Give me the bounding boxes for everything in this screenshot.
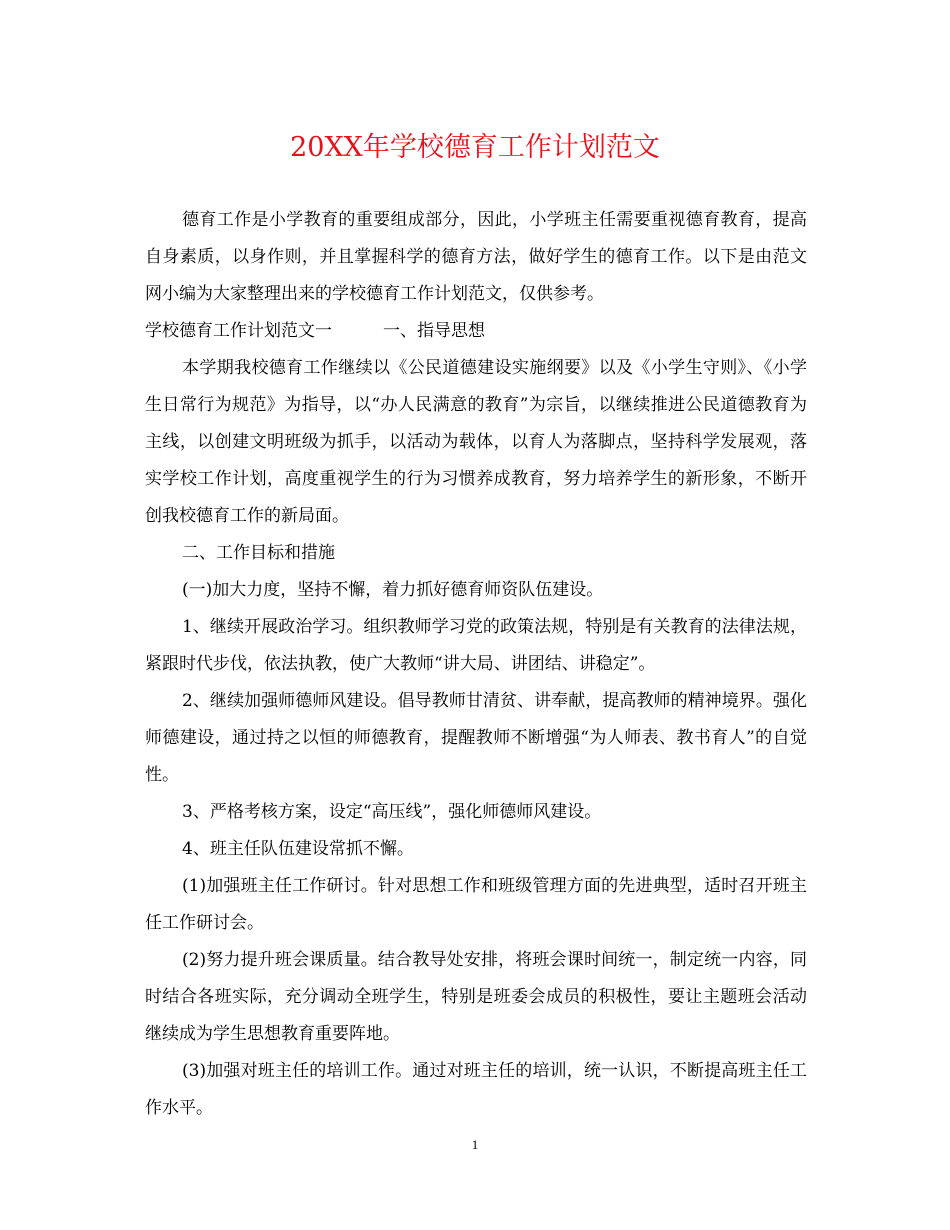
paragraph-guiding-ideology: 本学期我校德育工作继续以《公民道德建设实施纲要》以及《小学生守则》、《小学生日常行为规范》为指导，以“办人民满意的教育”为宗旨，以继续推进公民道德教育为主线，以创建文明班级为抓手，以活动为载体，以育人为落脚点，坚持科学发展观，落实学校工作计划，高度重视学生的行为习惯养成教育，努力培养学生的新形象，不断开创我校德育工作的新局面。 xyxy=(145,358,807,526)
paragraph-item-1: 1、继续开展政治学习。组织教师学习党的政策法规，特别是有关教育的法律法规，紧跟时代步伐，依法执教，使广大教师“讲大局、讲团结、讲稳定”。 xyxy=(145,617,807,674)
page-number: 1 xyxy=(471,1137,479,1152)
paragraph-item-3: 3、严格考核方案，设定“高压线”，强化师德师风建设。 xyxy=(182,802,602,822)
paragraph-goals-heading: 二、工作目标和措施 xyxy=(182,543,335,563)
paragraph-section-heading: 学校德育工作计划范文一 一、指导思想 xyxy=(145,321,485,341)
paragraph-item-4: 4、班主任队伍建设常抓不懈。 xyxy=(182,839,414,859)
paragraph-sub-1: (1)加强班主任工作研讨。针对思想工作和班级管理方面的先进典型，适时召开班主任工作研讨会。 xyxy=(145,876,807,933)
paragraph-sub-2: (2)努力提升班会课质量。结合教导处安排，将班会课时间统一，制定统一内容，同时结合各班实际，充分调动全班学生，特别是班委会成员的积极性，要让主题班会活动继续成为学生思想教育重要阵地。 xyxy=(145,950,807,1044)
paragraph-intro: 德育工作是小学教育的重要组成部分，因此，小学班主任需要重视德育教育，提高自身素质，以身作则，并且掌握科学的德育方法，做好学生的德育工作。以下是由范文网小编为大家整理出来的学校德育工作计划范文，仅供参考。 xyxy=(145,210,807,304)
paragraph-item-one: (一)加大力度，坚持不懈，着力抓好德育师资队伍建设。 xyxy=(182,580,604,600)
document-body xyxy=(145,202,807,1127)
document-title: 20XX年学校德育工作计划范文 xyxy=(290,132,660,163)
paragraph-item-2: 2、继续加强师德师风建设。倡导教师甘清贫、讲奉献，提高教师的精神境界。强化师德建设，通过持之以恒的师德教育，提醒教师不断增强“为人师表、教书育人”的自觉性。 xyxy=(145,691,807,785)
paragraph-sub-3: (3)加强对班主任的培训工作。通过对班主任的培训，统一认识，不断提高班主任工作水平。 xyxy=(145,1061,807,1118)
